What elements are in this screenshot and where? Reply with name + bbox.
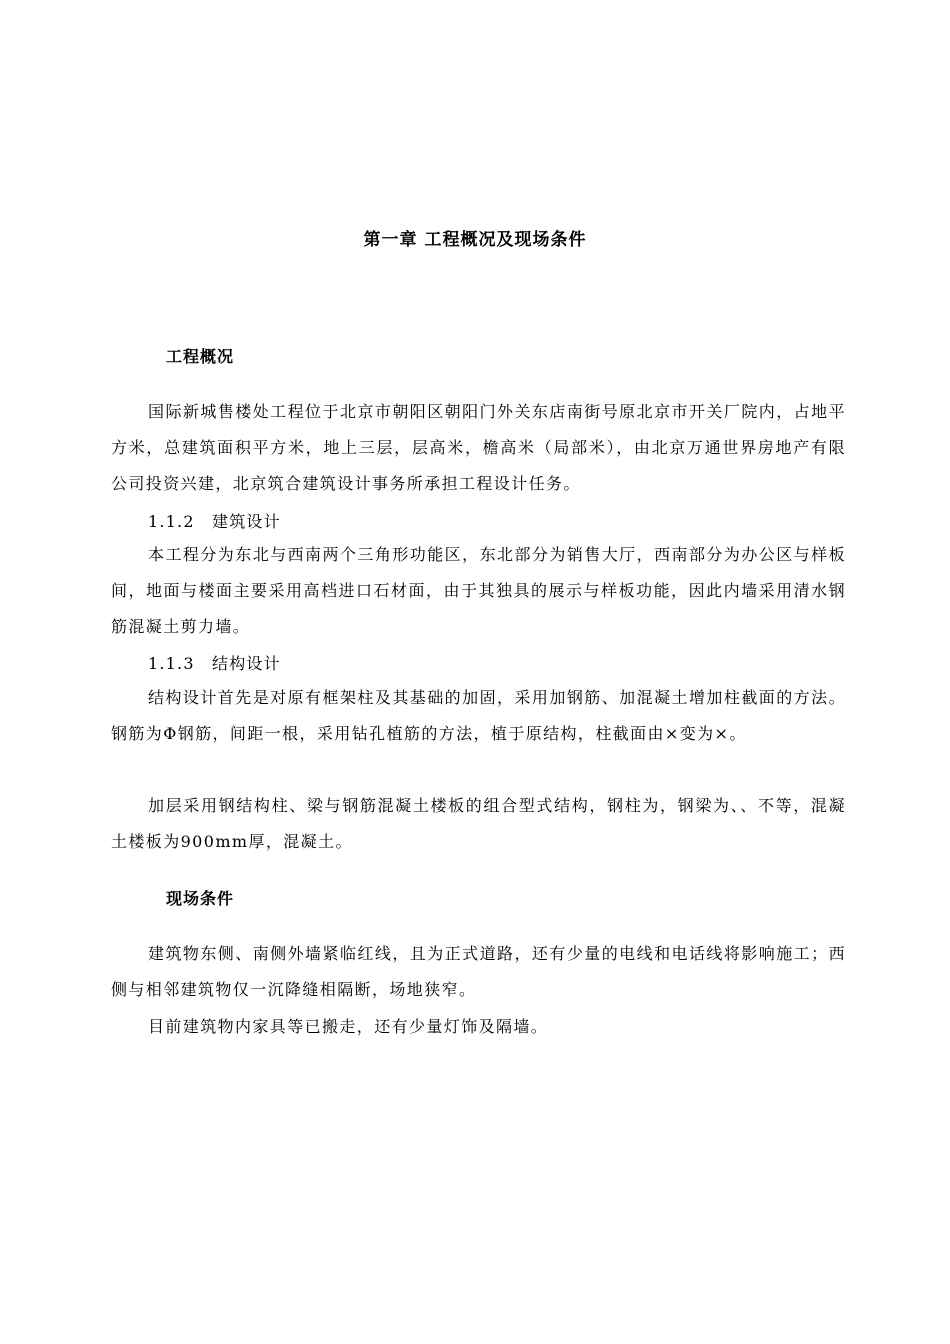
section-heading-site: 现场条件 bbox=[166, 889, 235, 908]
subsection-heading-architecture bbox=[148, 510, 281, 534]
section-heading-overview: 工程概况 bbox=[166, 347, 235, 366]
site-paragraph-2: 目前建筑物内家具等已搬走，还有少量灯饰及隔墙。 bbox=[148, 1017, 549, 1036]
structure-paragraph-1: 结构设计首先是对原有框架柱及其基础的加固，采用加钢筋、加混凝土增加柱截面的方法。钢筋为Φ钢筋，间距一根，采用钻孔植筋的方法，植于原结构，柱截面由×变为×。 bbox=[111, 688, 846, 743]
site-paragraph-1: 建筑物东侧、南侧外墙紧临红线，且为正式道路，还有少量的电线和电话线将影响施工；西侧与相邻建筑物仅一沉降缝相隔断，场地狭窄。 bbox=[111, 944, 846, 999]
subsection-title: 建筑设计 bbox=[212, 512, 281, 531]
chapter-title: 第一章 工程概况及现场条件 bbox=[363, 230, 587, 250]
subsection-number: 1.1.3 bbox=[148, 654, 195, 673]
subsection-title: 结构设计 bbox=[212, 654, 281, 673]
architecture-paragraph: 本工程分为东北与西南两个三角形功能区，东北部分为销售大厅，西南部分为办公区与样板间，地面与楼面主要采用高档进口石材面，由于其独具的展示与样板功能，因此内墙采用清水钢筋混凝土剪力墙。 bbox=[111, 545, 846, 636]
subsection-number: 1.1.2 bbox=[148, 512, 195, 531]
subsection-heading-structure bbox=[148, 652, 281, 676]
overview-paragraph: 国际新城售楼处工程位于北京市朝阳区朝阳门外关东店南街号原北京市开关厂院内，占地平方米，总建筑面积平方米，地上三层，层高米，檐高米（局部米），由北京万通世界房地产有限公司投资兴建，北京筑合建筑设计事务所承担工程设计任务。 bbox=[111, 402, 846, 493]
structure-paragraph-2: 加层采用钢结构柱、梁与钢筋混凝土楼板的组合型式结构，钢柱为，钢梁为、、不等，混凝土楼板为900mm厚，混凝土。 bbox=[111, 796, 846, 851]
